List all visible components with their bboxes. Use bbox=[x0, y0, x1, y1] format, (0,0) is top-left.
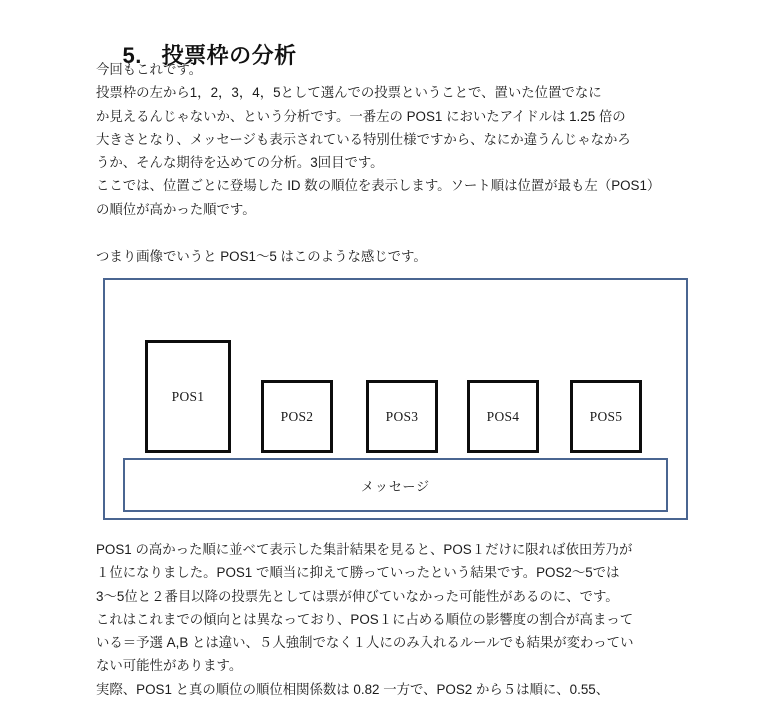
conclusion-paragraph bbox=[96, 538, 702, 701]
conclusion-line: これはこれまでの傾向とは異なっており、POS１に占める順位の影響度の割合が高まって bbox=[96, 611, 634, 627]
conclusion-line: 実際、POS1 と真の順位の順位相関係数は 0.82 一方で、POS2 から５は順に、0.55、 bbox=[96, 681, 610, 697]
pos-slot-5 bbox=[570, 380, 642, 453]
intro-line: か見えるんじゃないか、という分析です。一番左の POS1 においたアイドルは 1.25 倍の bbox=[96, 108, 626, 124]
intro-line: ここでは、位置ごとに登場した ID 数の順位を表示します。ソート順は位置が最も左（POS1） bbox=[96, 178, 661, 194]
intro-paragraph bbox=[96, 58, 702, 221]
pos-slot-label: POS2 bbox=[280, 408, 314, 424]
pos-slot-3 bbox=[366, 380, 438, 453]
intro-line: うか、そんな期待を込めての分析。3回目です。 bbox=[96, 155, 384, 171]
pos-slot-label: POS3 bbox=[385, 408, 419, 424]
intro-line: の順位が高かった順です。 bbox=[96, 201, 256, 217]
intro-line: 大きさとなり、メッセージも表示されている特別仕様ですから、なにか違うんじゃなかろ bbox=[96, 131, 631, 147]
diagram-lead-text bbox=[96, 245, 702, 268]
pos-slot-1 bbox=[145, 340, 231, 453]
section-title-text: 投票枠の分析 bbox=[161, 42, 297, 68]
pos-slot-label: POS4 bbox=[486, 408, 520, 424]
pos-slot-label: POS5 bbox=[589, 408, 623, 424]
conclusion-line: ない可能性があります。 bbox=[96, 658, 243, 674]
message-area-label: メッセージ bbox=[360, 478, 431, 494]
intro-line: 投票枠の左から1，2，3，4，5として選んでの投票ということで、置いた位置でなに bbox=[96, 85, 602, 101]
pos-slot-label: POS1 bbox=[171, 388, 205, 404]
intro-line: 今回もこれです。 bbox=[96, 62, 203, 77]
lead-line: つまり画像でいうと POS1〜5 はこのような感じです。 bbox=[96, 249, 427, 264]
conclusion-line: いる＝予選 A,B とは違い、５人強制でなく１人にのみ入れるルールでも結果が変わってい bbox=[96, 635, 634, 651]
conclusion-line: 3〜5位と２番目以降の投票先としては票が伸びていなかった可能性があるのに、です。 bbox=[96, 588, 619, 604]
pos-slot-4 bbox=[467, 380, 539, 453]
conclusion-line: POS1 の高かった順に並べて表示した集計結果を見ると、POS１だけに限れば依田芳乃が bbox=[96, 542, 633, 557]
section-number: 5. bbox=[122, 42, 142, 68]
conclusion-line: １位になりました。POS1 で順当に抑えて勝っていったという結果です。POS2〜5では bbox=[96, 565, 620, 581]
message-area bbox=[123, 458, 668, 512]
pos-slot-2 bbox=[261, 380, 333, 453]
voting-frame-diagram bbox=[103, 278, 688, 520]
